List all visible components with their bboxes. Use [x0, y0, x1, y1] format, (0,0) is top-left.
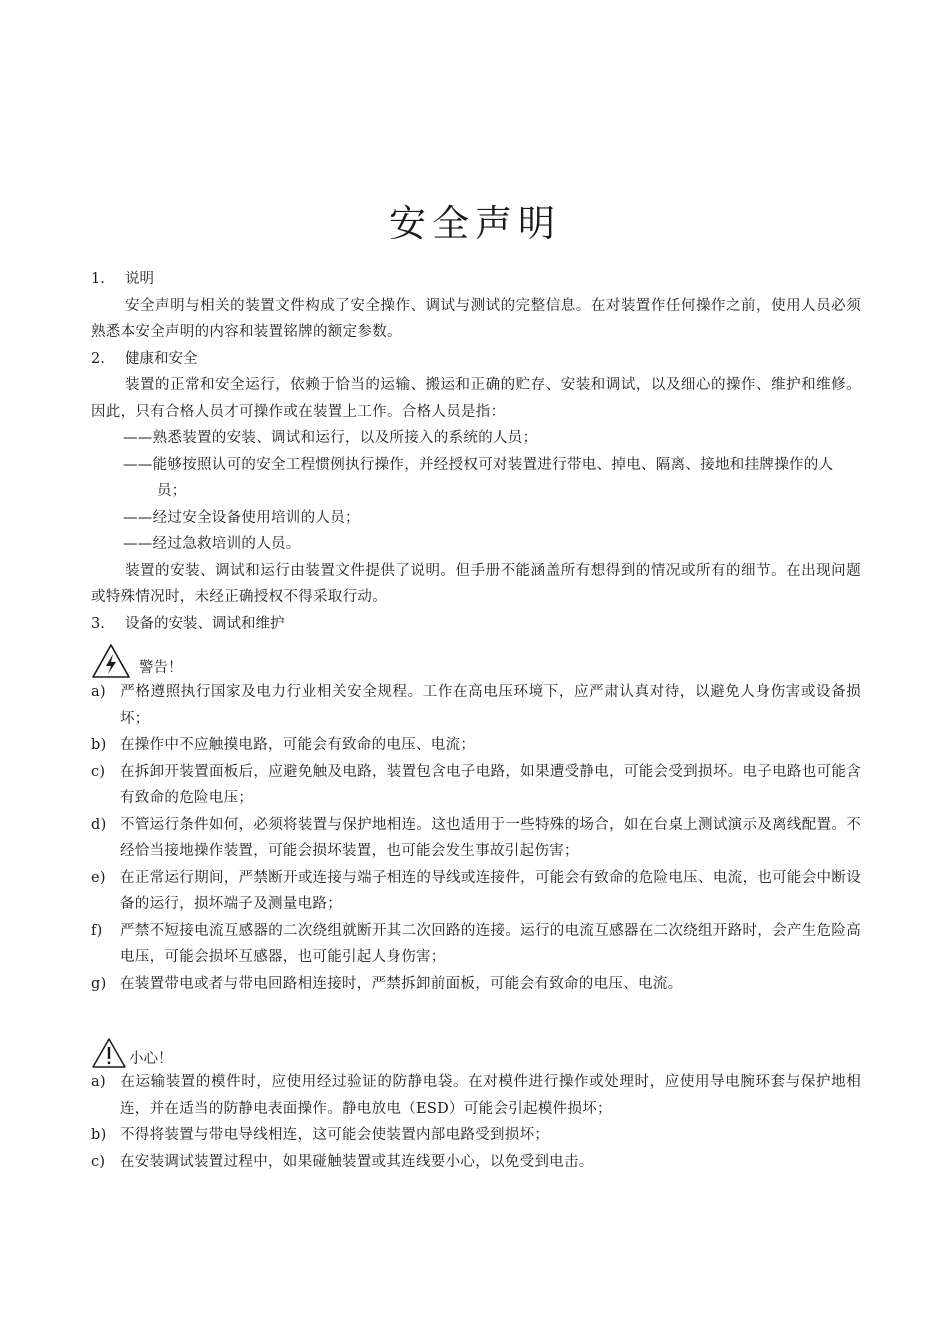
item-text: 在安装调试装置过程中，如果碰触装置或其连线要小心，以免受到电击。	[120, 1153, 594, 1170]
item-label: b)	[91, 1127, 107, 1143]
section-2-paragraph: 装置的正常和安全运行，依赖于恰当的运输、搬运和正确的贮存、安装和调试，以及细心的操作、维护和维修。因此，只有合格人员才可操作或在装置上工作。合格人员是指：	[91, 377, 861, 420]
high-voltage-warning-icon	[91, 643, 131, 679]
section-1-paragraph: 安全声明与相关的装置文件构成了安全操作、调试与测试的完整信息。在对装置作任何操作之前，使用人员必须熟悉本安全声明的内容和装置铭牌的额定参数。	[91, 297, 861, 340]
qualified-person-item: ——熟悉装置的安装、调试和运行，以及所接入的系统的人员；	[123, 430, 538, 446]
item-text: 在装置带电或者与带电回路相连接时，严禁拆卸前面板，可能会有致命的电压、电流。	[120, 975, 683, 992]
warning-header	[91, 639, 861, 679]
item-label: e)	[91, 869, 106, 886]
item-text: 不得将装置与带电导线相连，这可能会使装置内部电路受到损坏；	[120, 1127, 550, 1143]
item-text: 不管运行条件如何，必须将装置与保护地相连。这也适用于一些特殊的场合，如在台桌上测试演示及离线配置。不经恰当接地操作装置，可能会损坏装置，也可能会发生事故引起伤害；	[120, 816, 861, 859]
qualified-person-item: ——经过急救培训的人员。	[123, 536, 301, 552]
page-title: 安全声明	[389, 201, 561, 245]
caution-item	[91, 1069, 861, 1122]
document-body	[91, 266, 861, 1175]
section-heading-2	[91, 346, 861, 373]
section-number: 1.	[91, 271, 105, 287]
section-title: 健康和安全	[125, 350, 198, 367]
warning-item	[91, 918, 861, 971]
warning-item	[91, 971, 861, 998]
item-label: f)	[91, 922, 103, 939]
item-text: 严禁不短接电流互感器的二次绕组就断开其二次回路的连接。运行的电流互感器在二次绕组开路时，会产生危险高电压，可能会损坏互感器，也可能引起人身伤害；	[120, 922, 861, 965]
section-2-paragraph-2: 装置的安装、调试和运行由装置文件提供了说明。但手册不能涵盖所有想得到的情况或所有的细节。在出现问题或特殊情况时，未经正确授权不得采取行动。	[91, 562, 861, 605]
caution-item	[91, 1149, 861, 1176]
section-number: 3.	[91, 615, 105, 632]
warning-item	[91, 679, 861, 732]
item-text: 严格遵照执行国家及电力行业相关安全规程。工作在高电压环境下，应严肃认真对待，以避免人身伤害或设备损坏；	[120, 684, 861, 727]
warning-item	[91, 812, 861, 865]
qualified-person-item: ——能够按照认可的安全工程惯例执行操作，并经授权可对装置进行带电、掉电、隔离、接地和挂牌操作的人员；	[123, 456, 834, 499]
section-title: 设备的安装、调试和维护	[125, 615, 285, 632]
section-heading-1	[91, 266, 861, 293]
caution-item	[91, 1122, 861, 1149]
item-label: d)	[91, 816, 107, 833]
item-text: 在拆卸开装置面板后，应避免触及电路，装置包含电子电路，如果遭受静电，可能会受到损坏。电子电路也可能含有致命的危险电压；	[120, 763, 861, 806]
item-label: b)	[91, 737, 107, 753]
item-text: 在操作中不应触摸电路，可能会有致命的电压、电流；	[120, 737, 476, 753]
section-title: 说明	[125, 271, 154, 287]
item-text: 在正常运行期间，严禁断开或连接与端子相连的导线或连接件，可能会有致命的危险电压、电流，也可能会中断设备的运行，损坏端子及测量电路；	[120, 869, 861, 912]
item-label: c)	[91, 763, 106, 780]
item-label: c)	[91, 1153, 106, 1170]
caution-label: 小心！	[129, 1051, 173, 1067]
item-label: g)	[91, 975, 107, 992]
item-label: a)	[91, 684, 106, 700]
item-text: 在运输装置的模件时，应使用经过验证的防静电袋。在对模件进行操作或处理时，应使用导电腕环套与保护地相连，并在适当的防静电表面操作。静电放电（ESD）可能会引起模件损坏；	[120, 1074, 861, 1117]
qualified-person-item: ——经过安全设备使用培训的人员；	[123, 509, 360, 526]
caution-exclamation-icon	[91, 1037, 127, 1069]
section-number: 2.	[91, 350, 105, 367]
warning-item	[91, 865, 861, 918]
warning-label: 警告！	[139, 660, 183, 676]
section-heading-3	[91, 611, 861, 638]
warning-item	[91, 759, 861, 812]
warning-item	[91, 732, 861, 759]
caution-header	[91, 1033, 861, 1069]
item-label: a)	[91, 1074, 106, 1090]
